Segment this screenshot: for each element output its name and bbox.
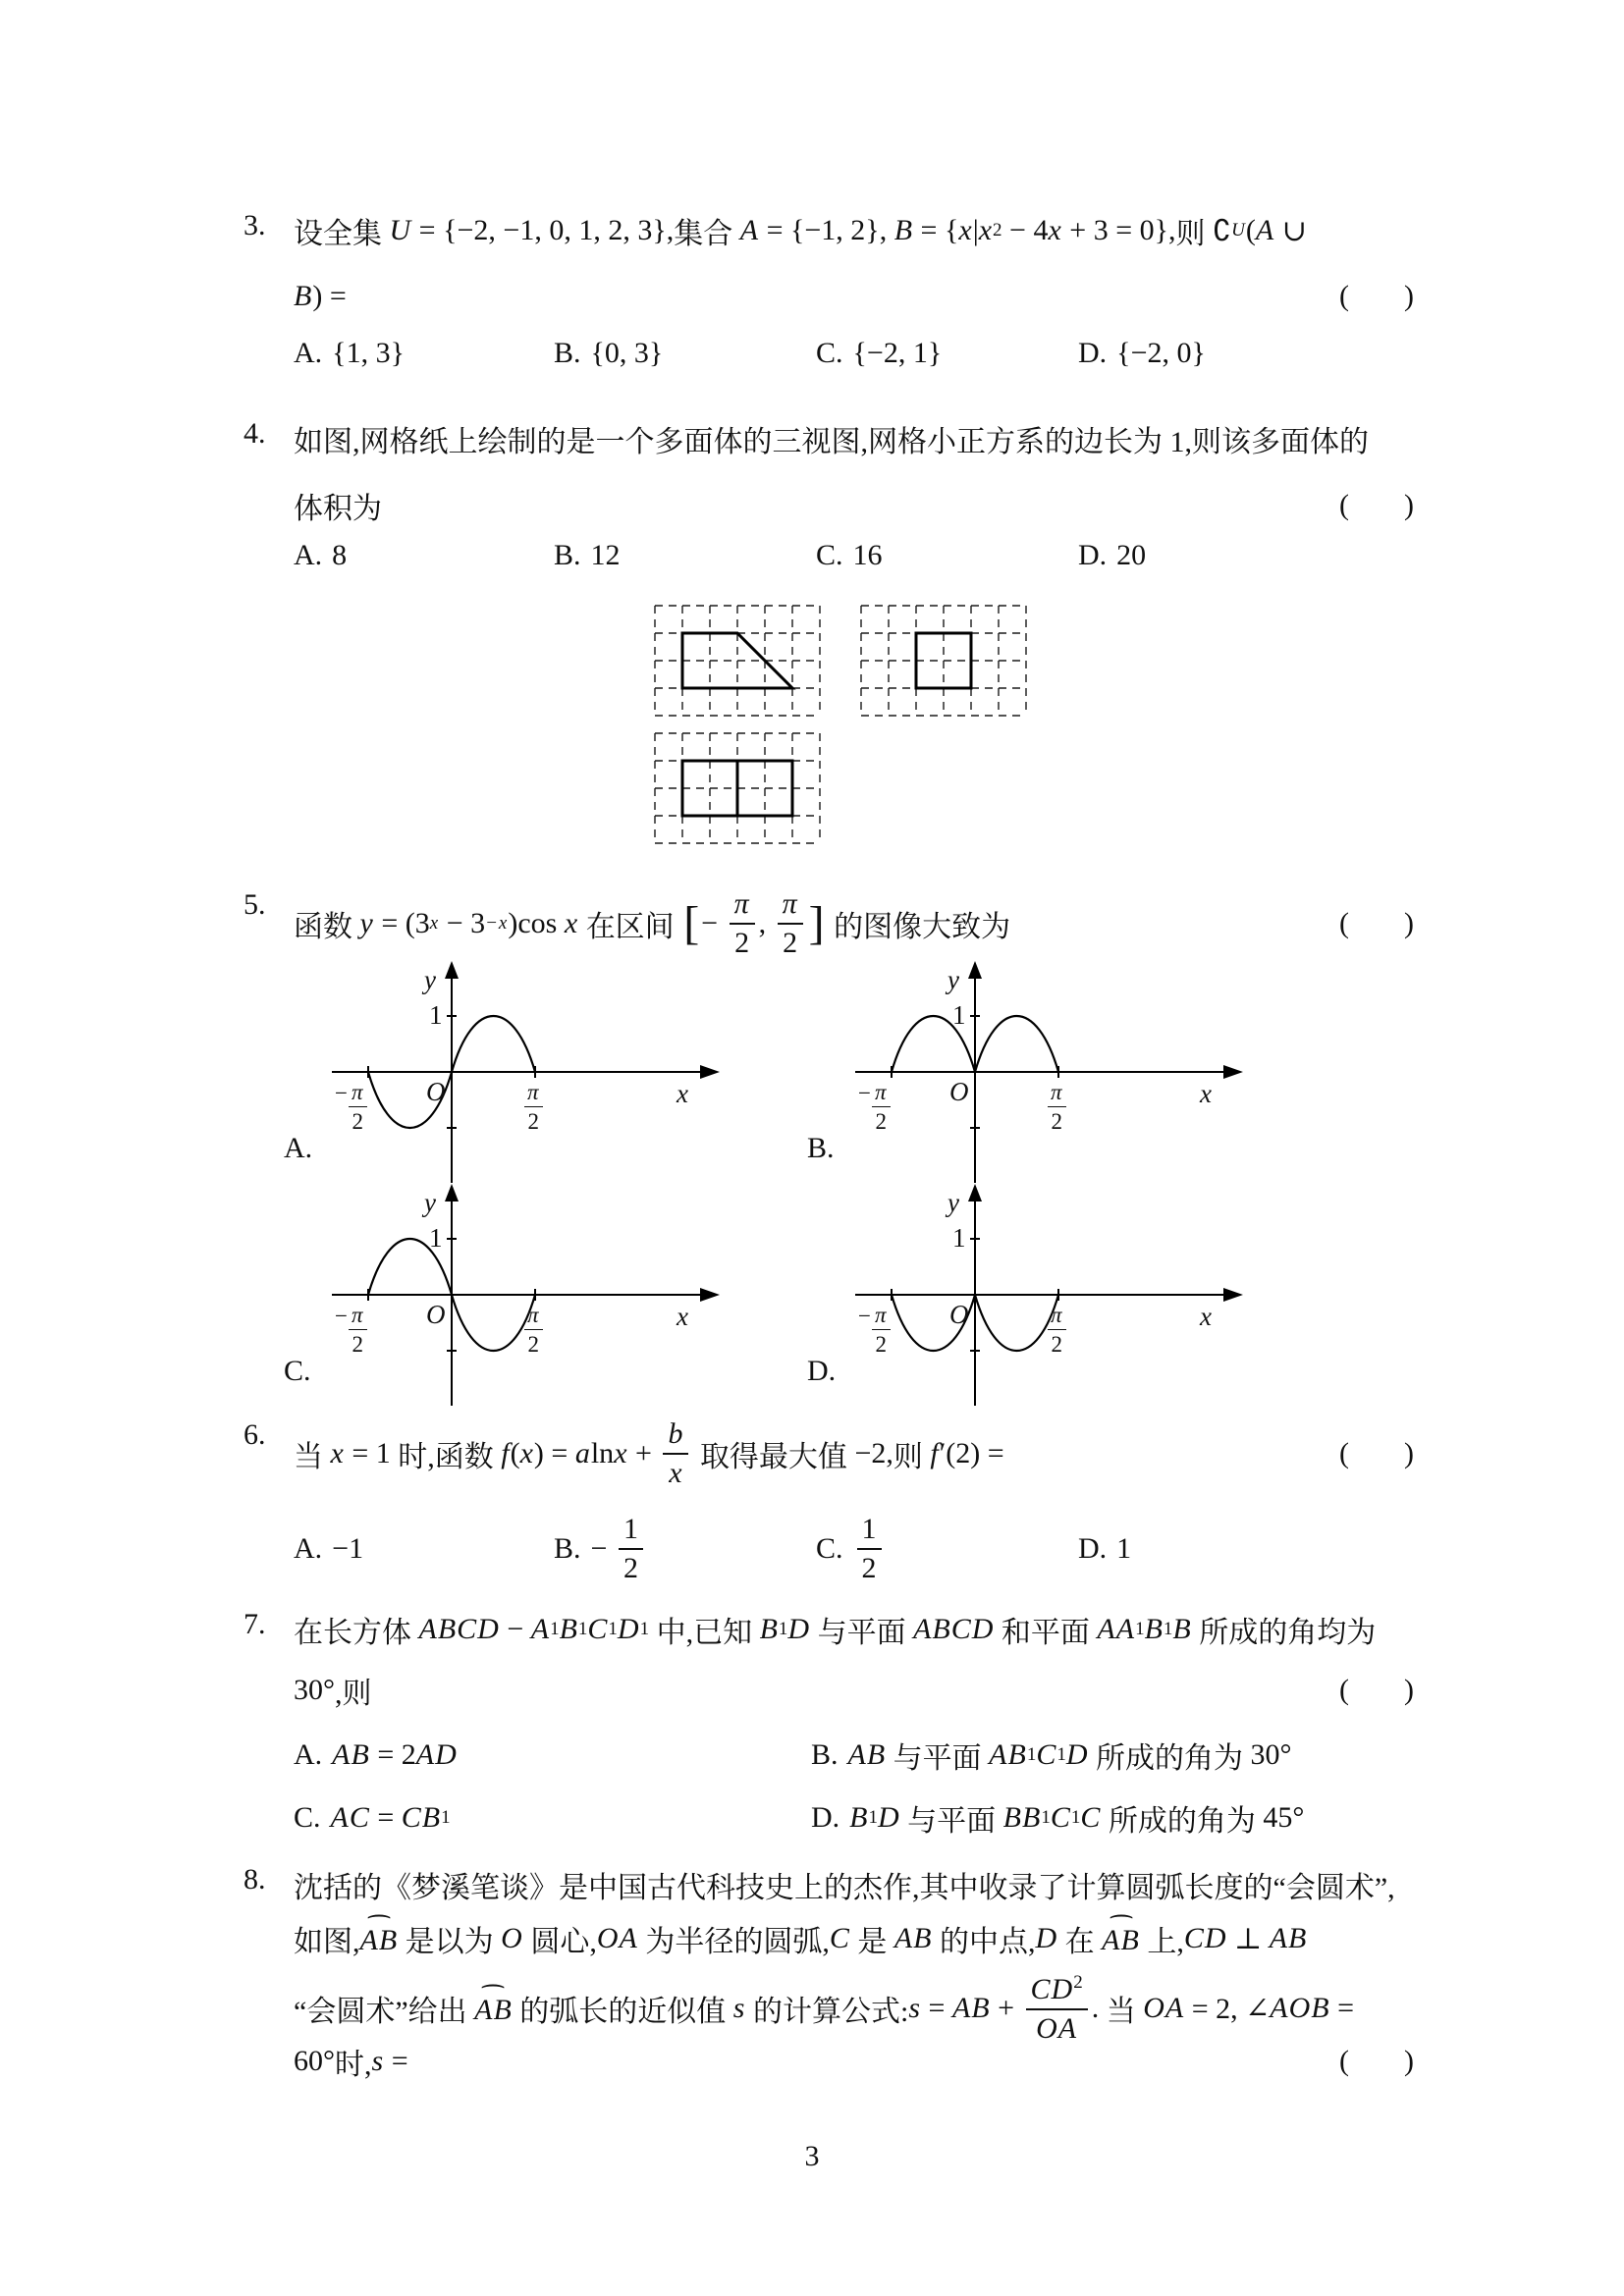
question-line: 60° 时, s = ( )	[294, 2045, 1414, 2081]
options-row	[294, 337, 1414, 370]
graph-option-label: A.	[284, 1132, 313, 1164]
x-axis-label: x	[677, 1302, 689, 1331]
option-D: D. {−2, 0}	[1078, 337, 1206, 369]
fraction: $\frac{1}{2}$	[857, 1514, 882, 1583]
question-number: 7.	[244, 1608, 266, 1640]
options-row	[294, 1514, 1414, 1583]
origin-label: O	[949, 1300, 970, 1329]
side-view-figure	[859, 604, 1028, 718]
fraction: $\frac{1}{2}$	[619, 1514, 643, 1583]
top-view-figure	[653, 731, 822, 845]
origin-label: O	[949, 1077, 970, 1106]
option-C: C. 16	[816, 539, 883, 571]
option-A: A. AB = 2 AD	[294, 1738, 458, 1771]
option-label: B.	[811, 1738, 839, 1771]
question-line: 在长方体 ABCD − A 1 B 1 C 1 D 1 中,已知 B 1 D 与平面 ABCD 和平面 AA 1 B 1 B 所成的角均为	[294, 1613, 1377, 1649]
option-B: B. AB 与平面 AB 1 C 1 D 所成的角为 30°	[811, 1738, 1292, 1775]
arc-over-AB: ⌢ AB	[474, 1972, 513, 2026]
graph-option-label: B.	[807, 1132, 835, 1164]
x-tick-neg-half-pi: − $\frac{\pi}{2}$	[858, 1081, 892, 1134]
answer-blank: ( )	[1339, 906, 1414, 939]
option-B: B. 12	[554, 539, 621, 571]
x-axis-label: x	[1200, 1302, 1213, 1331]
option-C	[816, 1514, 1078, 1583]
option-label: C.	[294, 1801, 321, 1834]
options-row	[294, 1724, 1414, 1849]
graph-option-label: C.	[284, 1355, 311, 1387]
option-label: C.	[816, 539, 843, 571]
option-label: A.	[294, 337, 323, 369]
question-number: 3.	[244, 209, 266, 241]
question-number: 4.	[244, 417, 266, 450]
question-line: 函数 y = (3 x − 3 −x )cos x 在区间 [ − $\frac{\pi}{2}$ , $\frac{\pi}{2}$ ] 的图像大致为 ( )	[294, 887, 1414, 959]
option-A: A. {1, 3}	[294, 337, 405, 369]
options-row	[294, 539, 1414, 572]
option-label: D.	[1078, 1531, 1108, 1565]
answer-blank: ( )	[1339, 489, 1414, 521]
answer-blank: ( )	[1339, 1674, 1414, 1706]
question-line: B ) = ( )	[294, 280, 1414, 312]
option-label: A.	[294, 1738, 323, 1771]
fraction: $\frac{CD^2}{OA}$	[1026, 1973, 1088, 2044]
graph-option-c	[284, 1182, 722, 1410]
y-axis-label: y	[424, 1188, 437, 1217]
fraction: $\frac{b}{x}$	[663, 1418, 688, 1488]
question-line: 沈括的《梦溪笔谈》是中国古代科技史上的杰作,其中收录了计算圆弧长度的“会圆术”,	[294, 1872, 1395, 1904]
option-A: A. 8	[294, 539, 348, 571]
graph-option-b	[807, 959, 1245, 1187]
x-tick-half-pi: $\frac{\pi}{2}$	[523, 1081, 544, 1134]
fraction: $\frac{\pi}{2}$	[730, 888, 755, 958]
option-label: A.	[294, 539, 323, 571]
answer-blank: ( )	[1339, 2045, 1414, 2077]
origin-label: O	[426, 1077, 447, 1106]
option-B: B. {0, 3}	[554, 337, 664, 369]
y-axis-label: y	[947, 1188, 960, 1217]
front-view-figure	[653, 604, 822, 718]
y-axis-label: y	[424, 965, 437, 994]
option-label: D.	[1078, 337, 1108, 369]
option-label: A.	[294, 1531, 323, 1565]
option-label: D.	[1078, 539, 1108, 571]
option-B: B. − $\frac{1}{2}$	[554, 1514, 816, 1583]
option-label: C.	[816, 1531, 843, 1565]
three-view-figure	[653, 604, 1065, 859]
graph-option-d	[807, 1182, 1245, 1410]
graph-options	[284, 959, 1414, 1420]
option-label: B.	[554, 337, 581, 369]
fraction: $\frac{\pi}{2}$	[778, 888, 803, 958]
option-D: D. 20	[1078, 539, 1147, 571]
x-tick-neg-half-pi: − $\frac{\pi}{2}$	[335, 1304, 368, 1357]
origin-label: O	[426, 1300, 447, 1329]
option-label: D.	[811, 1801, 840, 1834]
x-axis-label: x	[1200, 1079, 1213, 1108]
x-tick-half-pi: $\frac{\pi}{2}$	[1047, 1304, 1067, 1357]
x-tick-neg-half-pi: − $\frac{\pi}{2}$	[858, 1304, 892, 1357]
graph-option-label: D.	[807, 1355, 837, 1387]
answer-blank: ( )	[1339, 1436, 1414, 1469]
question-line: 体积为 ( )	[294, 489, 1414, 525]
question-line: “会圆术”给出 ⌢ AB 的弧长的近似值 s 的计算公式: s = AB + $\frac{CD^2}{OA}$ . 当 OA = 2, ∠ AOB =	[294, 1972, 1355, 2045]
question-number: 8.	[244, 1863, 266, 1896]
x-tick-half-pi: $\frac{\pi}{2}$	[523, 1304, 544, 1357]
y-tick-1: 1	[429, 1223, 443, 1253]
y-tick-1: 1	[429, 1000, 443, 1030]
option-A: A. −1	[294, 1531, 364, 1565]
option-label: B.	[554, 539, 581, 571]
question-line: 30° ,则 ( )	[294, 1674, 1414, 1710]
option-C: C. AC = CB 1	[294, 1801, 451, 1834]
option-D: D. 1	[1078, 1531, 1132, 1565]
y-axis-label: y	[947, 965, 960, 994]
graph-option-a	[284, 959, 722, 1187]
arc-hat-icon: ⌢	[365, 1902, 393, 1927]
page-number: 3	[804, 2140, 820, 2172]
question-number: 6.	[244, 1418, 266, 1451]
question-number: 5.	[244, 888, 266, 921]
arc-over-AB: ⌢ AB	[1102, 1902, 1140, 1956]
question-line: 如图,网格纸上绘制的是一个多面体的三视图,网格小正方系的边长为 1,则该多面体的	[294, 426, 1369, 458]
arc-hat-icon: ⌢	[1107, 1902, 1135, 1927]
x-axis-label: x	[677, 1079, 689, 1108]
answer-blank: ( )	[1339, 280, 1414, 312]
option-label: B.	[554, 1531, 581, 1565]
question-line: 设全集 U = {−2, −1, 0, 1, 2, 3}, 集合 A = {−1, 2}, B = { x | x 2 − 4 x + 3 = 0}, 则 ∁ U ( A ∪	[294, 214, 1307, 250]
question-line: 如图, ⌢ AB 是以为 O 圆心, OA 为半径的圆弧, C 是 AB 的中点, D 在 ⌢ AB 上, CD ⊥ AB	[294, 1902, 1308, 1958]
arc-over-AB: ⌢ AB	[359, 1902, 399, 1956]
option-C: C. {−2, 1}	[816, 337, 943, 369]
question-line: 当 x = 1 时,函数 f ( x ) = a ln x + $\frac{b}{x}$ 取得最大值 −2, 则 f ′(2) = ( )	[294, 1417, 1414, 1489]
option-D: D. B 1 D 与平面 BB 1 C 1 C 所成的角为 45°	[811, 1801, 1305, 1838]
y-tick-1: 1	[952, 1000, 966, 1030]
option-label: C.	[816, 337, 843, 369]
x-tick-half-pi: $\frac{\pi}{2}$	[1047, 1081, 1067, 1134]
x-tick-neg-half-pi: − $\frac{\pi}{2}$	[335, 1081, 368, 1134]
y-tick-1: 1	[952, 1223, 966, 1253]
arc-hat-icon: ⌢	[479, 1972, 508, 1997]
